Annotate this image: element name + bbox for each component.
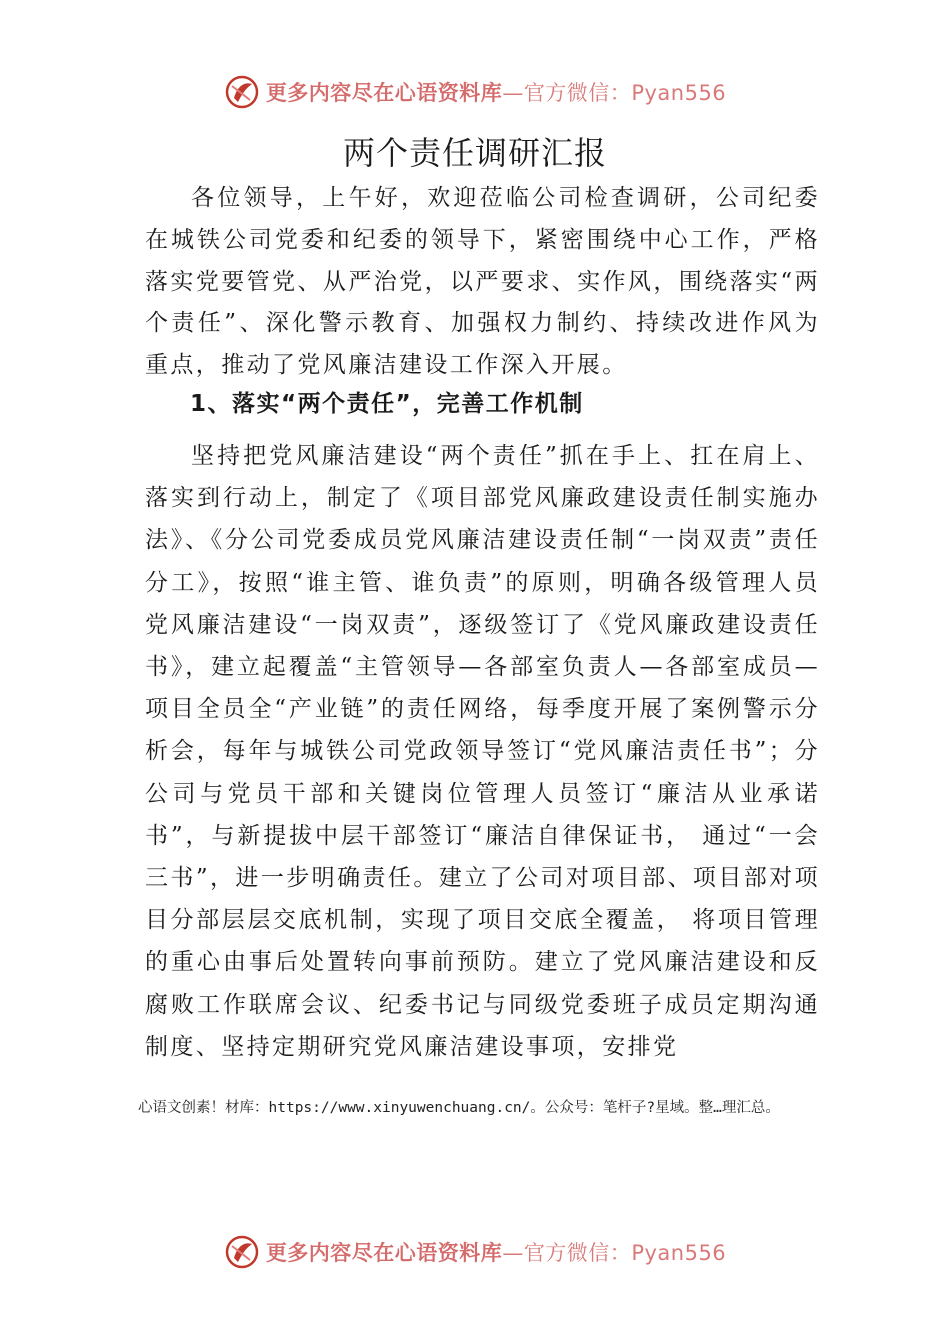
brand-logo-icon (224, 74, 260, 110)
watermark-separator: — (502, 81, 524, 105)
document-title: 两个责任调研汇报 (342, 134, 607, 172)
footer-note: 心语文创素！材库：https://www.xinyuwenchuang.cn/。公众号：笔杆子?星域。整…理汇总。 (138, 1100, 780, 1116)
watermark-text (266, 1237, 726, 1267)
watermark-wechat-id: Pyan556 (631, 81, 727, 105)
watermark-text (266, 77, 726, 107)
intro-paragraph: 各位领导，上午好，欢迎莅临公司检查调研，公司纪委在城铁公司党委和纪委的领导下，紧密围绕中心工作，严格落实党要管党、从严治党，以严要求、实作风，围绕落实“两个责任”、深化警示教育、加强权力制约、持续改进作风为 重点，推动了党风廉洁建设工作深入开展。 (145, 185, 820, 379)
watermark-wechat-label: 官方微信： (523, 81, 632, 105)
watermark-separator: — (502, 1241, 524, 1265)
section-paragraph: 坚持把党风廉洁建设“两个责任”抓在手上、扛在肩上、落实到行动上，制定了《项目部党风廉政建设责任制实施办法》、《分公司党委成员党风廉洁建设责任制“一岗双责”责任分工》，按照“谁主管、谁负责”的原则，明确各级管理人员党风廉洁建设“一岗双责”，逐级签订了《党风廉政建设责任书》，建立起覆盖“主管领导—各部室负责人—各部室成员—项目全员全“产业链”的责任网络，每季度开展了案例警示分析会，每年与城铁公司党政领导签订“党风廉洁责任书”；分公司与党员干部和关键岗位管理人员签订“廉洁从业承诺书”，与新提拔中层干部签订“廉洁自律保证书， 通过“一会三书”，进一步明确责任。建立了公司对项目部、项目部对项目分部层层交底机制，实现了项目交底全覆盖， 将项目管理的重心由事后处置转向事前预防。建立了党风廉洁建设和反腐败工作联席会议、纪委书记与同级党委班子成员定期沟通制度、坚持定期研究党风廉洁建设事项，安排党 (145, 443, 820, 1060)
watermark-brand: 更多内容尽在心语资料库 (265, 1241, 503, 1265)
watermark-wechat-label: 官方微信： (523, 1241, 632, 1265)
brand-logo-icon (224, 1234, 260, 1270)
section-heading: 1、落实“两个责任”，完善工作机制 (190, 391, 584, 417)
watermark-wechat-id: Pyan556 (631, 1241, 727, 1265)
watermark-brand: 更多内容尽在心语资料库 (265, 81, 503, 105)
watermark-header (0, 70, 950, 114)
watermark-footer (0, 1230, 950, 1274)
